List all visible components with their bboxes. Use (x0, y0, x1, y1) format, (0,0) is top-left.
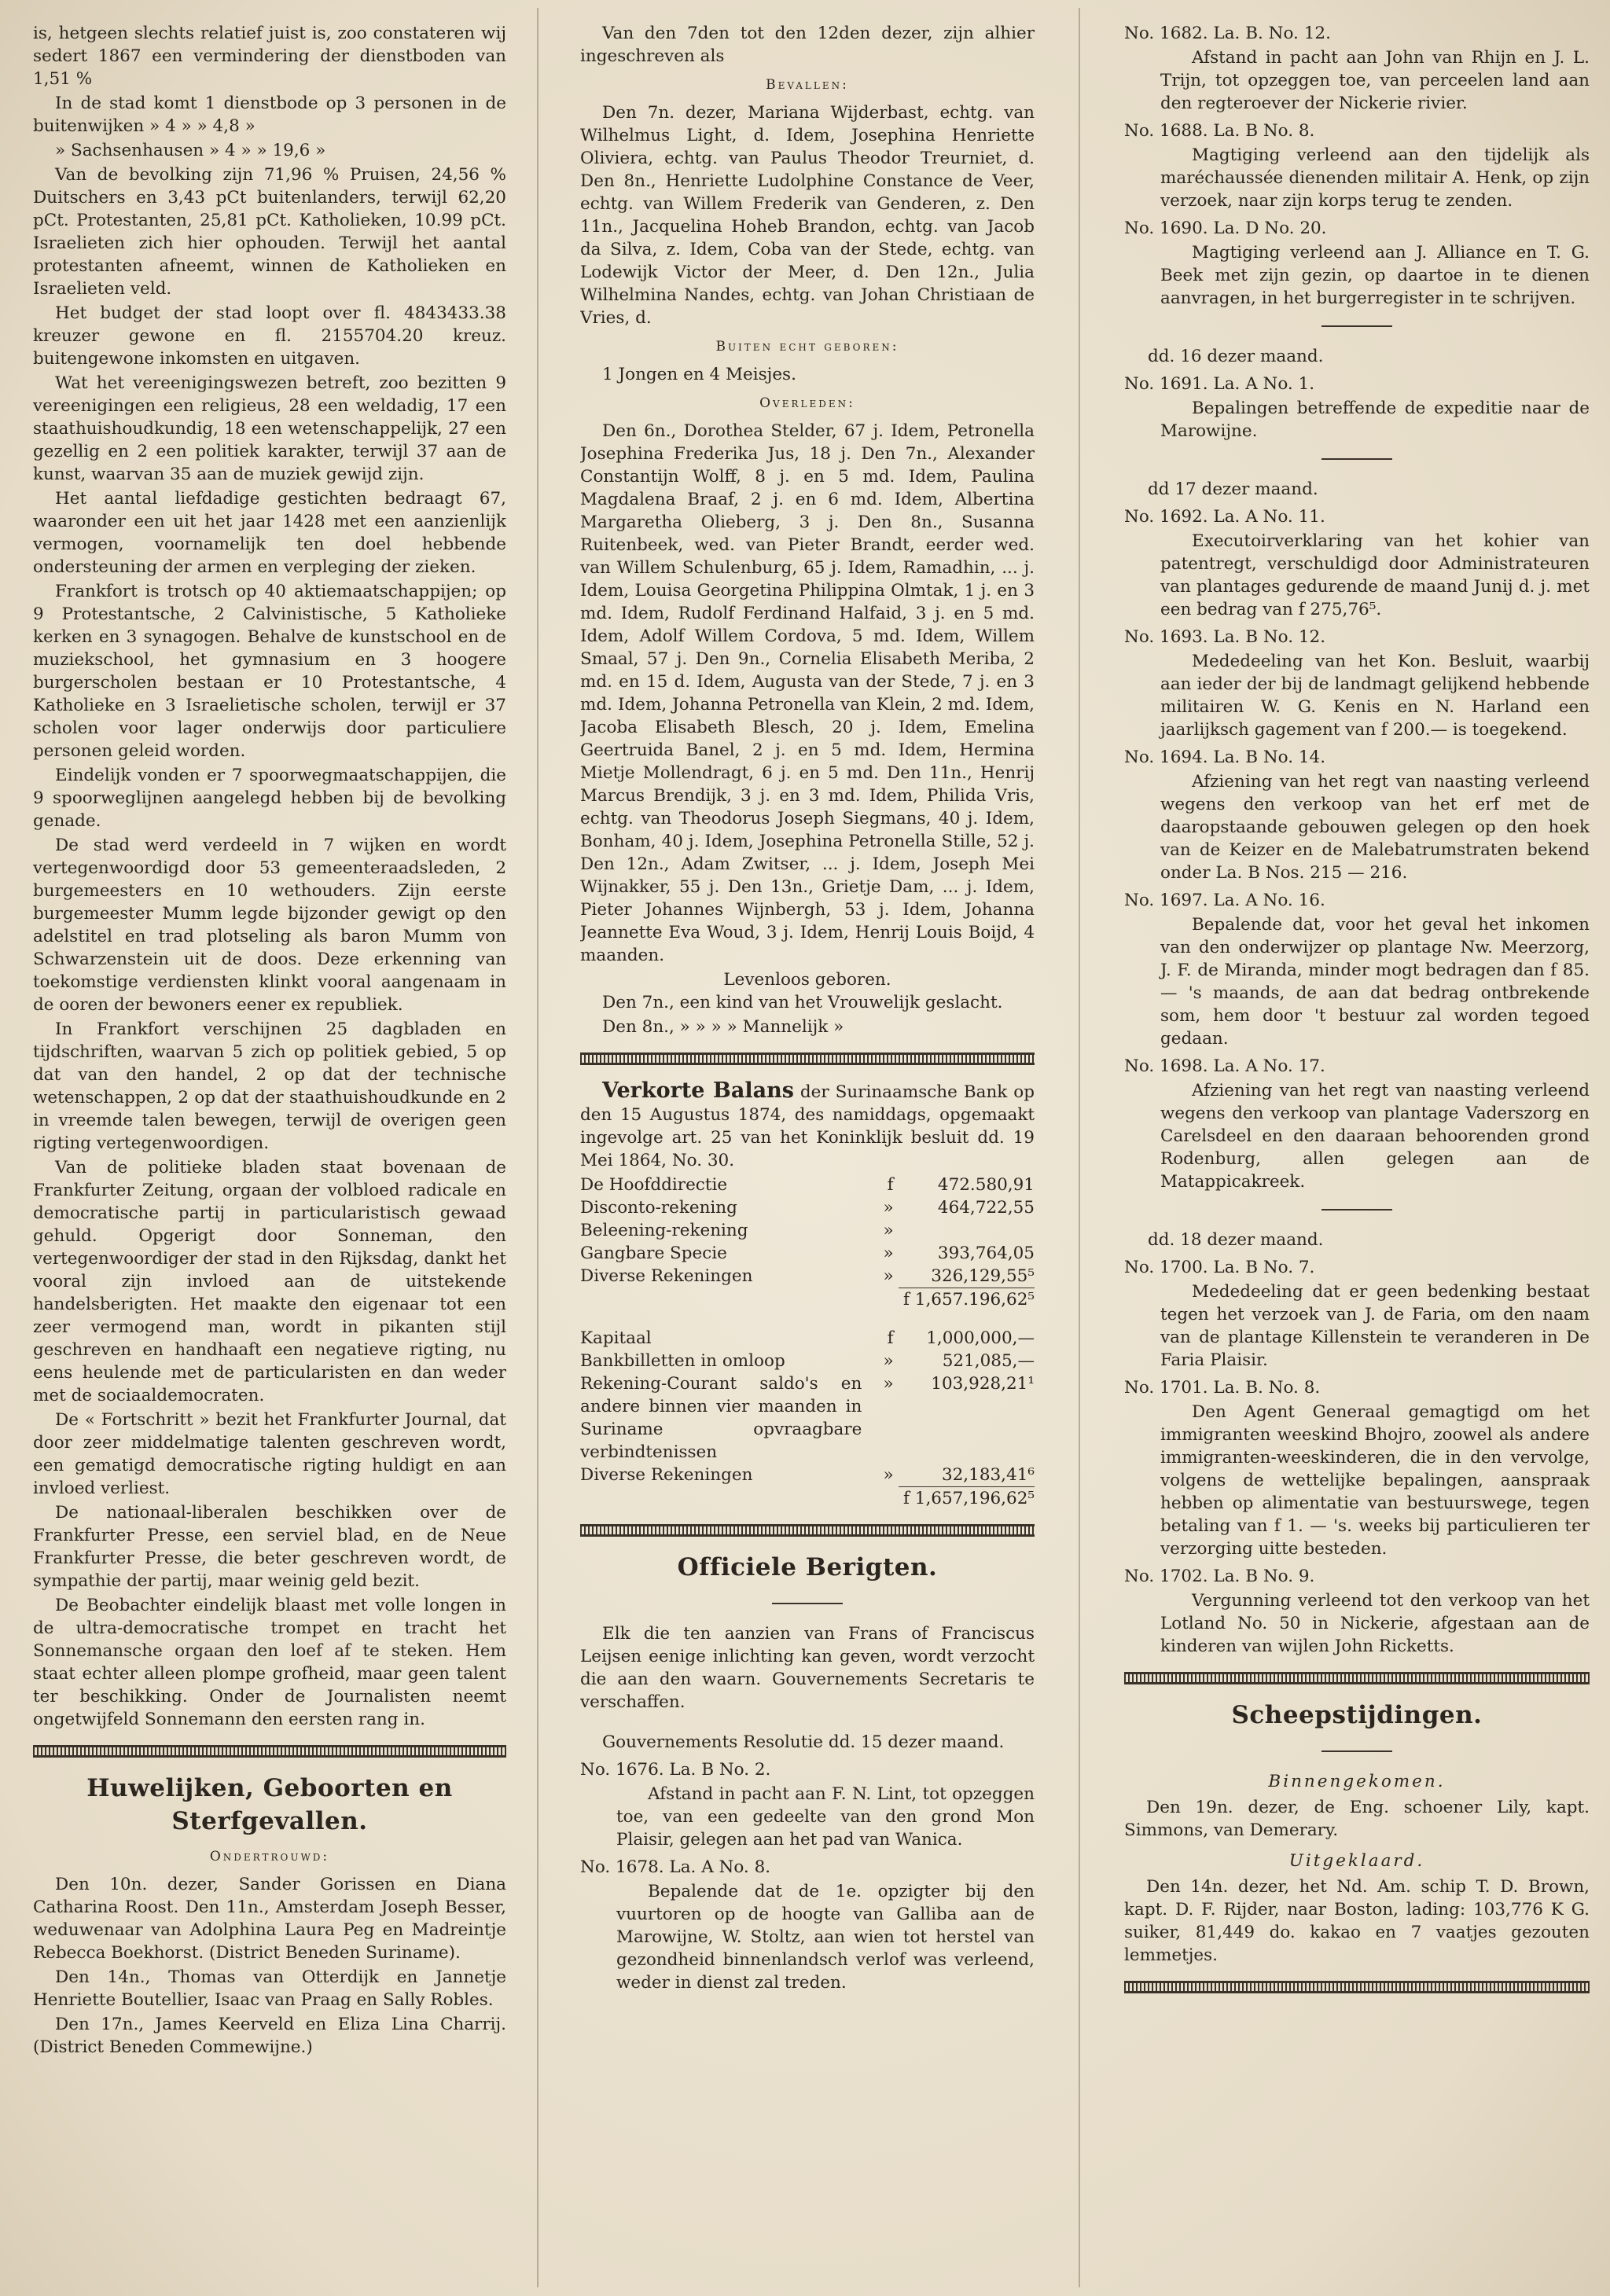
notice-paragraph: Den 14n., Thomas van Otterdijk en Jannetje Henriette Boutellier, Isaac van Praag en Sally Robles. (33, 1967, 506, 2010)
notice-paragraph: Den 10n. dezer, Sander Gorissen en Diana Catharina Roost. Den 11n., Amsterdam Joseph Besser, weduwenaar van Adolphina Laura Peg en Madreintje Rebecca Boekhorst. (District Beneden Suriname). (33, 1875, 506, 1963)
table-row: Gangbare Specie » 393,764,05 (580, 1244, 1035, 1263)
entry-number: No. 1692. La. A No. 11. (1124, 507, 1325, 527)
entry-number: No. 1701. La. B. No. 8. (1124, 1378, 1321, 1398)
date-line: dd 17 dezer maand. (1148, 479, 1318, 499)
subhead-uitgeklaard: Uitgeklaard. (1288, 1851, 1425, 1871)
ornament-divider (1124, 1198, 1590, 1221)
section-title-huwelijken: Huwelijken, Geboorten en Sterfgevallen. (86, 1774, 453, 1835)
entry-body: Mededeeling dat er geen bedenking bestaat tegen het verzoek van J. de Faria, om den naam van de plantage Killenstein te veranderen in De Faria Plaisir. (1160, 1282, 1590, 1370)
ornament-divider (1124, 314, 1590, 337)
notice-paragraph: Den 7n., een kind van het Vrouwelijk geslacht. (602, 993, 1003, 1012)
entry-number: No. 1691. La. A No. 1. (1124, 374, 1315, 394)
entry-number: No. 1698. La. A No. 17. (1124, 1056, 1325, 1076)
entry-number: No. 1700. La. B No. 7. (1124, 1258, 1315, 1277)
table-row: Diverse Rekeningen » 32,183,41⁶ (580, 1465, 1035, 1485)
entry-number: No. 1676. La. B No. 2. (580, 1760, 771, 1780)
balance-table-activa (580, 1174, 1035, 1311)
table-row: Rekening-Courant saldo's en andere binnen vier maanden in Suriname opvraagbare verbindtenissen » 103,928,21¹ (580, 1374, 1035, 1462)
entry-body: Bepalingen betreffende de expeditie naar de Marowijne. (1160, 399, 1590, 441)
article-paragraph: Het budget der stad loopt over fl. 4843433.38 kreuzer gewone en fl. 2155704.20 kreuz. buitengewone inkomsten en uitgaven. (33, 303, 506, 369)
entry-number: No. 1682. La. B. No. 12. (1124, 24, 1331, 43)
column-2 (580, 22, 1035, 2286)
table-row: Kapitaal f 1,000,000,— (580, 1328, 1035, 1348)
entry-body: Afziening van het regt van naasting verleend wegens den verkoop van het erf met de daaropstaande gebouwen gelegen op den hoek van de Keizer en de Malebatrumstraten bekend onder La. B Nos. 215 — 216. (1160, 772, 1590, 883)
section-title-officiele: Officiele Berigten. (677, 1553, 938, 1581)
column-divider (1079, 8, 1080, 2287)
article-paragraph: De « Fortschritt » bezit het Frankfurter Journal, dat door zeer middelmatige talenten geschreven wordt, een gematigd democratische rigting huldigt en aan invloed verliest. (33, 1410, 506, 1498)
entry-body: Bepalende dat de 1e. opzigter bij den vuurtoren op de hoogte van Galliba aan de Marowijne, W. Stoltz, aan wien tot herstel van gezondheid binnenlandsch verlof was verleend, weder in dienst zal treden. (616, 1882, 1035, 1993)
date-line: dd. 18 dezer maand. (1148, 1230, 1324, 1250)
notice-paragraph: Elk die ten aanzien van Frans of Franciscus Leijsen eenige inlichting kan geven, wordt verzocht die aan den waarn. Gouvernements Secretaris te verschaffen. (580, 1624, 1035, 1712)
section-rule (1124, 1672, 1590, 1684)
resolutie-line: Gouvernements Resolutie dd. 15 dezer maand. (602, 1732, 1005, 1752)
table-row: Bankbilletten in omloop » 521,085,— (580, 1351, 1035, 1371)
section-rule (1124, 1981, 1590, 1993)
notice-paragraph: Den 6n., Dorothea Stelder, 67 j. Idem, Petronella Josephina Frederika Jus, 18 j. Den 7n., Alexander Constantijn Wolff, 8 j. en 5 md. Idem, Paulina Magdalena Braaf, 2 j. en 6 md. Idem, Albertina Margaretha Olieberg, 3 j. Den 8n., Susanna Ruitenbeek, wed. van Pieter Brandt, eerder wed. van Willem Schulenburg, 65 j. Idem, Ramadhin, ... j. Idem, Louisa Georgetina Philippina Olmtak, 1 j. en 3 md. Idem, Rudolf Ferdinand Halfaid, 3 j. en 5 md. Idem, Adolf Willem Cordova, 5 md. Idem, Willem Smaal, 57 j. Den 9n., Cornelia Elisabeth Meriba, 2 md. en 15 d. Idem, Augusta van der Stede, 7 j. en 3 md. Idem, Johanna Petronella van Klein, 2 md. Idem, Jacoba Elisabeth Blesch, 20 j. Idem, Emelina Geertruida Banel, 2 j. en 5 md. Idem, Hermina Mietje Mollendragt, 6 j. en 5 md. Den 11n., Henrij Marcus Brendijk, 3 j. en 3 md. Idem, Philida Vris, echtg. van Theodorus Joseph Siegmans, 40 j. Idem, Bonham, 40 j. Idem, Josephina Petronella Stille, 52 j. Den 12n., Adam Zwitser, ... j. Idem, Joseph Mei Wijnakker, 55 j. Den 13n., Grietje Dam, ... j. Idem, Pieter Johannes Wijnbergh, 53 j. Idem, Johanna Jeannette Eva Woud, 3 j. Idem, Henrij Louis Boijd, 4 maanden. (580, 421, 1035, 965)
entry-number: No. 1702. La. B No. 9. (1124, 1567, 1315, 1586)
balance-table-passiva (580, 1327, 1035, 1510)
notice-paragraph: Van den 7den tot den 12den dezer, zijn alhier ingeschreven als (580, 24, 1035, 66)
article-paragraph: Eindelijk vonden er 7 spoorwegmaatschappijen, die 9 spoorweglijnen aangelegd hebben bij de bevolking genade. (33, 766, 506, 831)
entry-body: Den Agent Generaal gemagtigd om het immigranten weeskind Bhojro, zoowel als andere immigranten-weeskinderen, die in den vervolge, volgens de wettelijke bepalingen, aanspraak hebben op alimentatie van bestuurswege, tegen betaling van f 1. — 's. weeks bij particulieren ter verzorging uitte besteden. (1160, 1402, 1590, 1559)
notice-paragraph: Den 14n. dezer, het Nd. Am. schip T. D. Brown, kapt. D. F. Rijder, naar Boston, lading: 103,776 K G. suiker, 81,449 do. kakao en 7 vaatjes gezouten lemmetjes. (1124, 1877, 1590, 1965)
entry-body: Magtiging verleend aan J. Alliance en T. G. Beek met zijn gezin, op daartoe in te dienen aanvragen, in het burgerregister in te schrijven. (1160, 243, 1590, 308)
entry-body: Mededeeling van het Kon. Besluit, waarbij aan ieder der bij de landmagt gelijkend hebbende militairen W. G. Kenis en N. Harland een jaarlijksch gagement van f 200.— is toegekend. (1160, 652, 1590, 740)
notice-paragraph: Den 7n. dezer, Mariana Wijderbast, echtg. van Wilhelmus Light, d. Idem, Josephina Henriette Oliviera, echtg. van Paulus Theodor Treurniet, d. Den 8n., Henriette Ludolphine Constance de Veer, echtg. van Willem Frederik van Genderen, z. Den 11n., Jacquelina Hoheb Brandon, echtg. van Jacob da Silva, z. Idem, Coba van der Stede, echtg. van Lodewijk Victor der Meer, d. Den 12n., Julia Wilhelmina Nandes, echtg. van Johan Christiaan de Vries, d. (580, 103, 1035, 328)
article-paragraph: In de stad komt 1 dienstbode op 3 personen in de buitenwijken » 4 » » 4,8 » (33, 94, 506, 136)
article-paragraph: In Frankfort verschijnen 25 dagbladen en tijdschriften, waarvan 5 zich op politiek gebied, 5 op dat van den handel, 2 op dat der technische wetenschappen, 2 op dat der staathuishoudkunde en 2 in vreemde talen bewegen, terwijl de overigen geen rigting vertegenwoordigen. (33, 1019, 506, 1153)
article-paragraph: Van de bevolking zijn 71,96 % Pruisen, 24,56 % Duitschers en 3,43 pCt buitenlanders, terwijl 62,20 pCt. Protestanten, 25,81 pCt. Katholieken, 10.99 pCt. Israelieten zich hier ophouden. Terwijl het aantal protestanten afneemt, winnen de Katholieken en Israelieten veld. (33, 165, 506, 299)
entry-number: No. 1694. La. B No. 14. (1124, 748, 1326, 767)
balans-intro: der Surinaamsche Bank op den 15 Augustus 1874, des namiddags, opgemaakt ingevolge art. 25 van het Koninklijk besluit dd. 19 Mei 1864, No. 30. (580, 1082, 1035, 1170)
section-rule (33, 1745, 506, 1758)
entry-body: Afstand in pacht aan John van Rhijn en J. L. Trijn, tot opzeggen toe, van perceelen land aan den regteroever der Nickerie rivier. (1160, 48, 1590, 113)
entry-number: No. 1688. La. B No. 8. (1124, 121, 1315, 141)
date-line: dd. 16 dezer maand. (1148, 347, 1324, 366)
table-total-row: f 1,657.196,62⁵ (580, 1288, 1035, 1312)
entry-number: No. 1697. La. A No. 16. (1124, 891, 1325, 910)
subhead-buiten-echt: Buiten echt geboren: (715, 339, 899, 355)
article-paragraph: De nationaal-liberalen beschikken over de Frankfurter Presse, een serviel blad, en de Neue Frankfurter Presse, die beter geschreven wordt, de sympathie der partij, maar weinig geld bezit. (33, 1503, 506, 1591)
section-title-scheepstijdingen: Scheepstijdingen. (1231, 1701, 1483, 1729)
entry-body: Executoirverklaring van het kohier van patentregt, verschuldigd door Administrateuren van plantages gedurende de maand Junij d. j. met een bedrag van f 275,76⁵. (1160, 531, 1590, 619)
table-row: De Hoofddirectie f 472.580,91 (580, 1175, 1035, 1195)
entry-body: Afstand in pacht aan F. N. Lint, tot opzeggen toe, van een gedeelte van den grond Mon Plaisir, gelegen aan het pad van Wanica. (616, 1784, 1035, 1850)
article-paragraph: Frankfort is trotsch op 40 aktiemaatschappijen; op 9 Protestantsche, 2 Calvinistische, 5 Katholieke kerken en 3 synagogen. Behalve de kunstschool en de muziekschool, het gymnasium en 3 hoogere burgerscholen bestaan er 10 Protestantsche, 4 Katholieke en 3 Israelietische scholen, terwijl er 37 scholen voor lager onderwijs door particuliere personen geleid worden. (33, 582, 506, 761)
article-paragraph: De stad werd verdeeld in 7 wijken en wordt vertegenwoordigd door 53 gemeenteraadsleden, 2 burgemeesters en 10 wethouders. Zijn eerste burgemeester Mumm legde bijzonder gewigt op den adelstitel en trad plotseling als baron Mumm von Schwarzenstein uit de doos. Deze erkenning van toekomstige verdiensten klinkt vooral aangenaam in de ooren der bewoners eener ex republiek. (33, 836, 506, 1015)
ornament-divider (580, 1592, 1035, 1615)
column-1 (33, 22, 506, 2286)
ornament-divider (1124, 447, 1590, 470)
notice-paragraph: Den 8n., » » » » Mannelijk » (602, 1017, 844, 1037)
article-paragraph: Het aantal liefdadige gestichten bedraagt 67, waaronder een uit het jaar 1428 met een aanzienlijk vermogen, voornamelijk ten doel hebbende ondersteuning der armen en verpleging der zieken. (33, 489, 506, 577)
table-total-row: f 1,657,196,62⁵ (580, 1487, 1035, 1511)
ornament-divider (1124, 1739, 1590, 1762)
entry-number: No. 1678. La. A No. 8. (580, 1857, 771, 1877)
column-3 (1124, 22, 1590, 2286)
article-paragraph: Wat het vereenigingswezen betreft, zoo bezitten 9 vereenigingen een religieus, 28 een weldadig, 17 een staathuishoudkundig, 18 een wetenschappelijk, 27 een gezellig en 2 een politiek karakter, terwijl 37 aan de kunst, waarvan 35 aan de muziek gewijd zijn. (33, 373, 506, 484)
article-paragraph: is, hetgeen slechts relatief juist is, zoo constateren wij sedert 1867 een vermindering der dienstboden van 1,51 % (33, 24, 506, 89)
notice-paragraph: Den 19n. dezer, de Eng. schoener Lily, kapt. Simmons, van Demerary. (1124, 1798, 1590, 1840)
article-paragraph: De Beobachter eindelijk blaast met volle longen in de ultra-democratische trompet en tracht het Sonnemansche orgaan den loef af te steken. Hem staat echter alleen plompe grofheid, maar geen talent ter beschikking. Onder de Journalisten neemt ongetwijfeld Sonnemann den eersten rang in. (33, 1596, 506, 1729)
entry-number: No. 1690. La. D No. 20. (1124, 219, 1327, 238)
table-row: Disconto-rekening » 464,722,55 (580, 1198, 1035, 1218)
entry-number: No. 1693. La. B No. 12. (1124, 627, 1326, 647)
entry-body: Magtiging verleend aan den tijdelijk als maréchaussée dienenden militair A. Henk, op zijn verzoek, naar zijn korps terug te zenden. (1160, 145, 1590, 211)
subhead-binnengekomen: Binnengekomen. (1268, 1772, 1446, 1791)
subhead-ondertrouwd: Ondertrouwd: (209, 1849, 330, 1864)
entry-body: Afziening van het regt van naasting verleend wegens den verkoop van plantage Vaderszorg en Carelsdeel en den daaraan behoorenden grond Rodenburg, allen gelegen aan de Matappicakreek. (1160, 1081, 1590, 1192)
subhead-overleden: Overleden: (759, 395, 855, 411)
section-rule (580, 1524, 1035, 1537)
notice-paragraph: Den 17n., James Keerveld en Eliza Lina Charrij. (District Beneden Commewijne.) (33, 2015, 506, 2057)
notice-paragraph: 1 Jongen en 4 Meisjes. (602, 365, 796, 384)
subhead-levenloos: Levenloos geboren. (723, 970, 891, 990)
balans-title: Verkorte Balans (602, 1078, 794, 1103)
table-row: Diverse Rekeningen » 326,129,55⁵ (580, 1266, 1035, 1286)
table-row: Beleening-rekening » (580, 1221, 894, 1240)
article-paragraph: Van de politieke bladen staat bovenaan de Frankfurter Zeitung, orgaan der volbloed radicale en democratische partij in particularistisch gewaad gehuld. Opgerigt door Sonneman, den vertegenwoordiger der stad in den Rijksdag, dankt het vooral zijn invloed aan de uitstekende handelsberigten. Het maakte den eigenaar tot een zeer vermogend man, wordt in pikanten stijl geschreven en handhaaft een negatieve rigting, nu eens heulende met de particularisten en dan weder met de sociaaldemocraten. (33, 1158, 506, 1405)
entry-body: Vergunning verleend tot den verkoop van het Lotland No. 50 in Nickerie, afgestaan aan de kinderen van wijlen John Ricketts. (1160, 1591, 1590, 1656)
column-divider (537, 8, 539, 2287)
article-paragraph: » Sachsenhausen » 4 » » 19,6 » (55, 141, 326, 160)
entry-body: Bepalende dat, voor het geval het inkomen van den onderwijzer op plantage Nw. Meerzorg, J. F. de Miranda, minder mogt bedragen dan f 85.— 's maands, de aan dat bedrag ontbrekende som, hem door 't bestuur zal worden tegoed gedaan. (1160, 915, 1590, 1049)
subhead-bevallen: Bevallen: (766, 77, 849, 93)
section-rule (580, 1052, 1035, 1065)
